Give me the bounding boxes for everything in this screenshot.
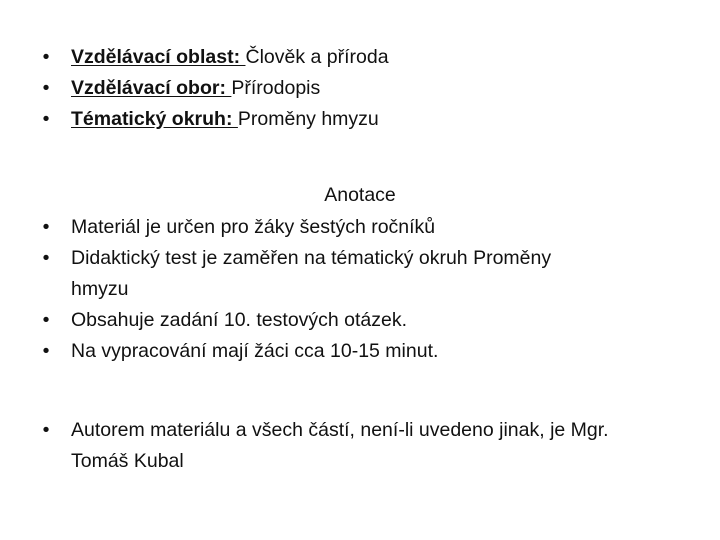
bullet-icon: •	[42, 340, 50, 362]
annotation-text: Didaktický test je zaměřen na tématický okruh Proměny	[71, 247, 552, 269]
annotation-item	[40, 212, 700, 243]
annotation-item	[40, 336, 700, 367]
author-list	[40, 415, 700, 477]
annotation-item	[40, 305, 700, 336]
subject-area-label: Vzdělávací oblast:	[71, 46, 246, 68]
subject-field-value: Přírodopis	[231, 77, 321, 99]
annotation-text: Materiál je určen pro žáky šestých ročníků	[71, 216, 436, 238]
bullet-icon: •	[42, 309, 50, 331]
topic-value: Proměny hmyzu	[237, 108, 379, 130]
subject-field-item	[40, 73, 700, 104]
bullet-icon: •	[42, 419, 50, 441]
author-item	[40, 415, 700, 477]
author-text: Autorem materiálu a všech částí, není-li uvedeno jinak, je Mgr.	[71, 419, 609, 441]
bullet-icon: •	[42, 77, 50, 99]
annotation-text-continuation: hmyzu	[71, 278, 129, 300]
bullet-icon: •	[42, 216, 50, 238]
topic-label: Tématický okruh:	[71, 108, 238, 130]
annotation-heading: Anotace	[324, 184, 396, 206]
subject-field-label: Vzdělávací obor:	[71, 77, 232, 99]
topic-item	[40, 104, 700, 135]
annotation-list	[40, 212, 700, 367]
annotation-text: Obsahuje zadání 10. testových otázek.	[71, 309, 408, 331]
annotation-text: Na vypracování mají žáci cca 10-15 minut.	[71, 340, 439, 362]
bullet-icon: •	[42, 108, 50, 130]
subject-info-list	[40, 42, 700, 135]
subject-area-value: Člověk a příroda	[245, 46, 389, 68]
bullet-icon: •	[42, 247, 50, 269]
subject-area-item	[40, 42, 700, 73]
bullet-icon: •	[42, 46, 50, 68]
annotation-item	[40, 243, 700, 305]
author-name: Tomáš Kubal	[71, 450, 184, 472]
